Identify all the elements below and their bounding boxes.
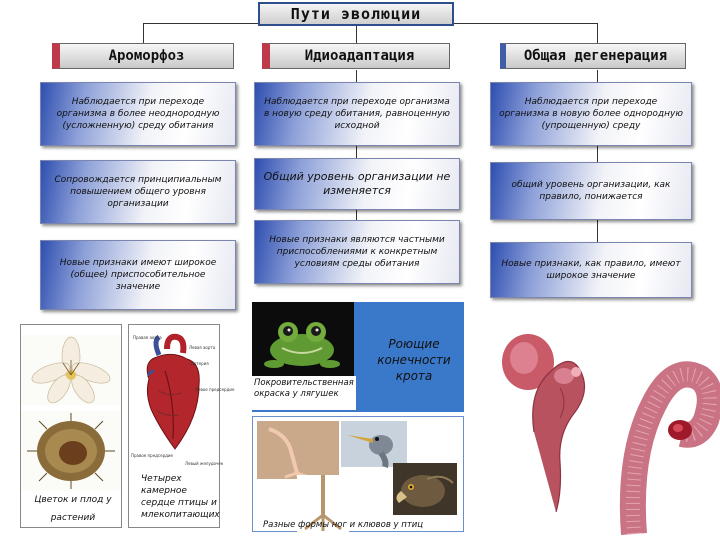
idioadaptation-card-1: Наблюдается при переходе организма в новую среду обитания, равноценную исходной <box>254 82 460 146</box>
col2-line-1 <box>356 70 357 82</box>
col3-line-1 <box>597 70 598 82</box>
heart-label-4: Левый желудочек <box>185 461 224 466</box>
flower-panel <box>20 324 122 528</box>
aromorphosis-card-1: Наблюдается при переходе организма в более неоднородную (усложненную) среду обитания <box>40 82 236 146</box>
degeneration-card-1: Наблюдается при переходе организма в новую более однородную (упрощенную) среду <box>490 82 692 146</box>
heart-image <box>129 331 235 471</box>
diagram-title: Пути эволюции <box>258 2 454 26</box>
heart-label-5: Правое предсердие <box>131 453 173 458</box>
frog-caption-box <box>252 376 356 410</box>
aromorphosis-card-3: Новые признаки имеют широкое (общее) приспособительное значение <box>40 240 236 310</box>
degeneration-card-3: Новые признаки, как правило, имеют широкое значение <box>490 242 692 298</box>
col3-line-3 <box>597 220 598 242</box>
connector-middle <box>356 26 357 43</box>
frog-caption: Покровительственная окраска у лягушек <box>254 378 354 399</box>
degeneration-card-2: общий уровень организации, как правило, понижается <box>490 162 692 220</box>
tapeworm-head-image <box>498 312 610 524</box>
header-degeneration: Общая дегенерация <box>500 43 686 69</box>
bird-leg-image <box>257 421 339 479</box>
flower-caption: Цветок и плод у растений <box>34 495 112 523</box>
header-idioadaptation: Идиоадаптация <box>262 43 450 69</box>
connector-left <box>143 23 144 43</box>
idioadaptation-card-2: Общий уровень организации не изменяется <box>254 158 460 210</box>
frog-image <box>252 302 354 376</box>
birds-caption: Разные формы ног и клювов у птиц <box>263 520 424 530</box>
tapeworm-body-image <box>614 334 718 534</box>
heron-image <box>341 421 407 467</box>
eagle-image <box>393 463 457 515</box>
heart-label-2: Артерия <box>191 361 209 366</box>
frog-mole-panel <box>252 302 464 412</box>
header-aromorphosis: Ароморфоз <box>52 43 234 69</box>
heart-label-1: Левая аорта <box>189 345 216 350</box>
idioadaptation-card-3: Новые признаки являются частными приспособлениями к конкретным условиям среды обитания <box>254 220 460 284</box>
birds-panel <box>252 416 464 532</box>
heart-label-3: Левое предсердие <box>195 387 235 392</box>
aromorphosis-card-2: Сопровождается принципиальным повышением общего уровня организации <box>40 160 236 224</box>
col2-line-2 <box>356 146 357 158</box>
col3-line-2 <box>597 146 598 162</box>
heart-label-0: Правая аорта <box>133 335 162 340</box>
lily-flower-image <box>21 335 121 405</box>
col2-line-3 <box>356 210 357 220</box>
connector-right <box>597 23 598 43</box>
heart-caption: Четырех камерное сердце птицы и млекопитающих <box>141 474 220 520</box>
heart-panel <box>128 324 235 528</box>
chestnut-fruit-image <box>21 411 121 491</box>
mole-caption: Роющие конечности крота <box>377 337 451 383</box>
